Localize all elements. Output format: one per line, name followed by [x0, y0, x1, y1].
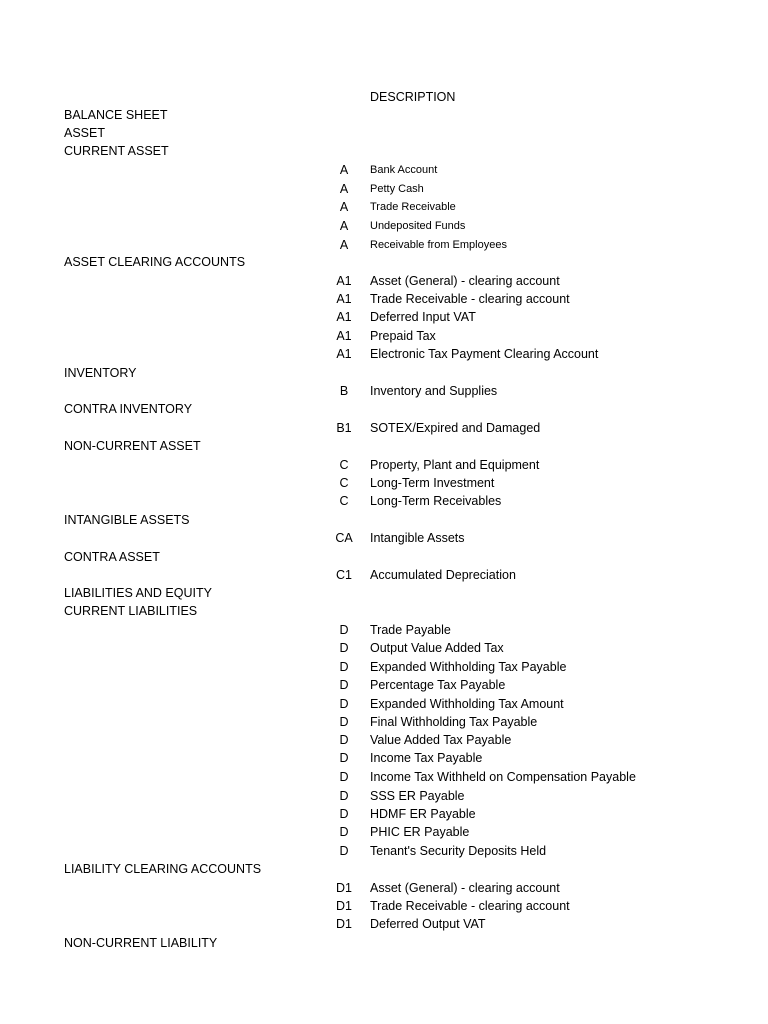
section-label: NON-CURRENT ASSET — [64, 439, 201, 453]
account-description: Inventory and Supplies — [370, 384, 498, 398]
account-code: A1 — [336, 347, 352, 361]
account-row — [0, 474, 768, 492]
account-row — [0, 529, 768, 547]
section-label: CURRENT ASSET — [64, 144, 169, 158]
section-row — [0, 106, 768, 124]
account-row — [0, 639, 768, 657]
account-row — [0, 897, 768, 915]
account-code: A1 — [336, 310, 352, 324]
account-description: Accumulated Depreciation — [370, 568, 516, 582]
section-row — [0, 934, 768, 952]
account-code: CA — [335, 531, 353, 545]
section-label: ASSET — [64, 126, 105, 140]
account-code: A1 — [336, 274, 352, 288]
account-code: D1 — [336, 917, 352, 931]
account-code: A — [339, 219, 349, 233]
account-row — [0, 823, 768, 841]
section-row — [0, 860, 768, 878]
account-code: D1 — [336, 881, 352, 895]
account-code: D — [339, 844, 349, 858]
account-row — [0, 272, 768, 290]
account-code: D — [339, 789, 349, 803]
account-row — [0, 308, 768, 326]
account-row — [0, 842, 768, 860]
section-label: ASSET CLEARING ACCOUNTS — [64, 255, 246, 269]
header-row — [0, 88, 768, 106]
account-code: B1 — [336, 421, 352, 435]
section-row — [0, 124, 768, 142]
account-row — [0, 805, 768, 823]
account-row — [0, 658, 768, 676]
account-code: C — [339, 458, 349, 472]
account-description: Asset (General) - clearing account — [370, 881, 560, 895]
account-code: D — [339, 733, 349, 747]
account-row — [0, 161, 768, 179]
account-row — [0, 713, 768, 731]
account-description: Expanded Withholding Tax Amount — [370, 697, 564, 711]
account-code: D — [339, 770, 349, 784]
account-row — [0, 879, 768, 897]
section-label: CONTRA ASSET — [64, 550, 160, 564]
account-row — [0, 787, 768, 805]
account-description: PHIC ER Payable — [370, 825, 470, 839]
account-description: Bank Account — [370, 164, 438, 176]
section-row — [0, 602, 768, 620]
account-description: Long-Term Investment — [370, 476, 495, 490]
account-row — [0, 236, 768, 254]
section-row — [0, 584, 768, 602]
account-description: Percentage Tax Payable — [370, 678, 506, 692]
account-code: A1 — [336, 292, 352, 306]
section-label: BALANCE SHEET — [64, 108, 168, 122]
account-description: Undeposited Funds — [370, 220, 466, 232]
account-description: Trade Payable — [370, 623, 451, 637]
account-description: HDMF ER Payable — [370, 807, 476, 821]
account-description: Intangible Assets — [370, 531, 465, 545]
account-code: D — [339, 825, 349, 839]
account-description: Deferred Output VAT — [370, 917, 486, 931]
account-description: Final Withholding Tax Payable — [370, 715, 538, 729]
account-description: Prepaid Tax — [370, 329, 436, 343]
account-description: SOTEX/Expired and Damaged — [370, 421, 541, 435]
account-code: D — [339, 807, 349, 821]
account-row — [0, 621, 768, 639]
account-row — [0, 676, 768, 694]
section-label: LIABILITY CLEARING ACCOUNTS — [64, 862, 262, 876]
account-code: C1 — [336, 568, 352, 582]
account-description: Trade Receivable — [370, 201, 456, 213]
account-code: D — [339, 660, 349, 674]
section-row — [0, 142, 768, 160]
section-label: NON-CURRENT LIABILITY — [64, 936, 218, 950]
section-label: CURRENT LIABILITIES — [64, 604, 198, 618]
account-row — [0, 345, 768, 363]
account-code: D — [339, 751, 349, 765]
account-description: Asset (General) - clearing account — [370, 274, 560, 288]
account-description: Income Tax Withheld on Compensation Payable — [370, 770, 636, 784]
account-code: A — [339, 200, 349, 214]
account-description: Property, Plant and Equipment — [370, 458, 540, 472]
section-label: INTANGIBLE ASSETS — [64, 513, 190, 527]
section-row — [0, 548, 768, 566]
account-description: Output Value Added Tax — [370, 641, 504, 655]
account-code: C — [339, 476, 349, 490]
section-row — [0, 400, 768, 418]
account-code: A — [339, 238, 349, 252]
account-row — [0, 382, 768, 400]
account-row — [0, 290, 768, 308]
account-code: A — [339, 163, 349, 177]
account-row — [0, 327, 768, 345]
account-row — [0, 695, 768, 713]
account-description: Income Tax Payable — [370, 751, 483, 765]
account-row — [0, 915, 768, 933]
account-code: C — [339, 494, 349, 508]
account-code: A1 — [336, 329, 352, 343]
account-description: Trade Receivable - clearing account — [370, 292, 570, 306]
account-description: Value Added Tax Payable — [370, 733, 512, 747]
section-label: INVENTORY — [64, 366, 137, 380]
account-row — [0, 731, 768, 749]
section-label: LIABILITIES AND EQUITY — [64, 586, 212, 600]
account-row — [0, 492, 768, 510]
description-header: DESCRIPTION — [370, 90, 456, 104]
account-code: B — [339, 384, 349, 398]
account-row — [0, 768, 768, 786]
account-row — [0, 180, 768, 198]
account-description: Receivable from Employees — [370, 239, 507, 251]
account-description: SSS ER Payable — [370, 789, 465, 803]
account-code: D — [339, 623, 349, 637]
account-code: D — [339, 678, 349, 692]
account-code: A — [339, 182, 349, 196]
section-row — [0, 253, 768, 271]
account-description: Deferred Input VAT — [370, 310, 476, 324]
account-code: D — [339, 641, 349, 655]
section-label: CONTRA INVENTORY — [64, 402, 193, 416]
section-row — [0, 511, 768, 529]
account-description: Expanded Withholding Tax Payable — [370, 660, 567, 674]
account-description: Electronic Tax Payment Clearing Account — [370, 347, 599, 361]
section-row — [0, 437, 768, 455]
account-row — [0, 566, 768, 584]
account-code: D1 — [336, 899, 352, 913]
account-row — [0, 217, 768, 235]
account-row — [0, 198, 768, 216]
account-description: Tenant's Security Deposits Held — [370, 844, 547, 858]
section-row — [0, 364, 768, 382]
account-code: D — [339, 715, 349, 729]
account-description: Long-Term Receivables — [370, 494, 502, 508]
account-row — [0, 749, 768, 767]
account-description: Petty Cash — [370, 183, 424, 195]
account-row — [0, 456, 768, 474]
account-description: Trade Receivable - clearing account — [370, 899, 570, 913]
account-code: D — [339, 697, 349, 711]
account-row — [0, 419, 768, 437]
